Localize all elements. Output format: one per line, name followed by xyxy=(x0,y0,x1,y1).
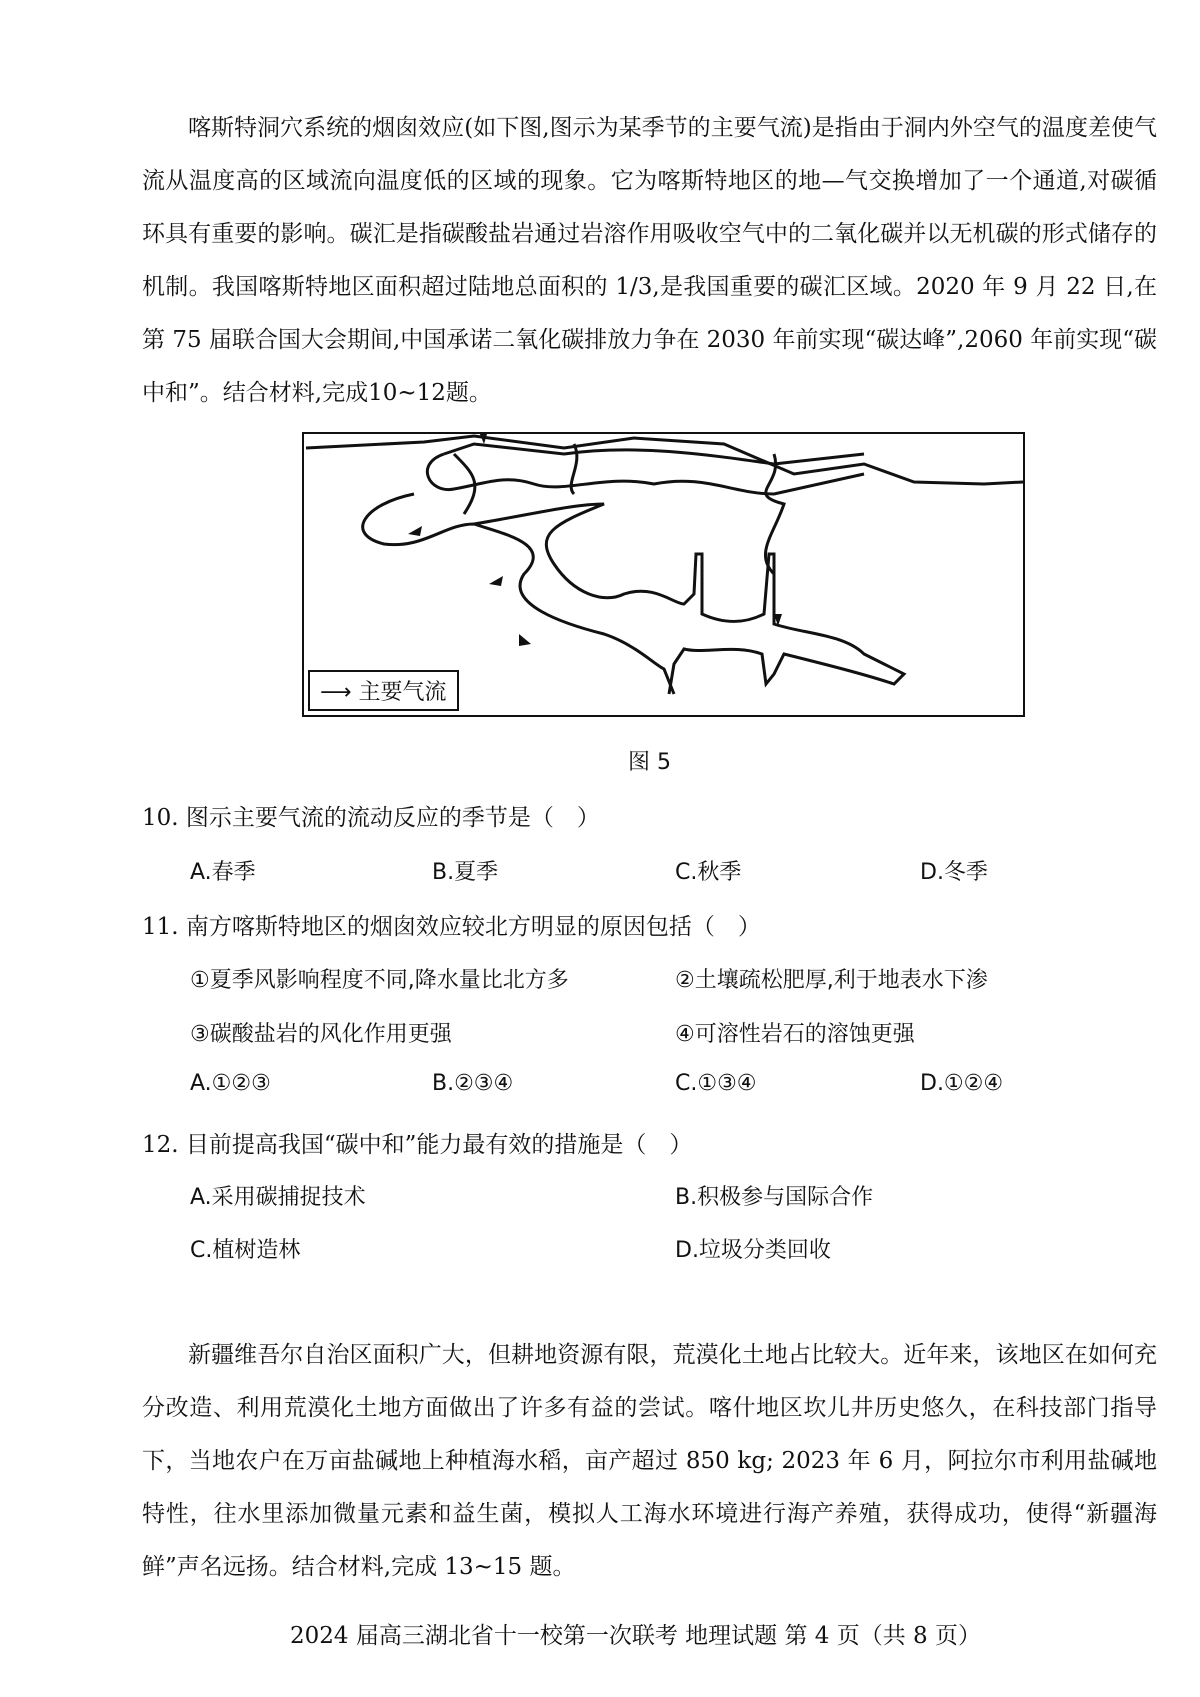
q11-statement-1: ①夏季风影响程度不同,降水量比北方多 xyxy=(190,968,569,993)
question-11-stem: 11. 南方喀斯特地区的烟囱效应较北方明显的原因包括（ ） xyxy=(142,914,761,940)
q11-option-d: D.①②④ xyxy=(920,1071,1004,1096)
airflow-arrow xyxy=(489,576,503,586)
passage-2 xyxy=(142,1329,1157,1594)
airflow-arrow xyxy=(519,634,531,646)
q12-option-a: A.采用碳捕捉技术 xyxy=(190,1185,366,1210)
q11-statement-4: ④可溶性岩石的溶蚀更强 xyxy=(675,1022,915,1047)
cave-airflow-figure xyxy=(302,432,1025,717)
passage-2-text: 新疆维吾尔自治区面积广大，但耕地资源有限，荒漠化土地占比较大。近年来，该地区在如何充分改造、利用荒漠化土地方面做出了许多有益的尝试。喀什地区坎儿井历史悠久，在科技部门指导下，当地农户在万亩盐碱地上种植海水稻，亩产超过 850 kg; 2023 年 6 月，阿拉尔市利用盐碱地特性，往水里添加微量元素和益生菌，模拟人工海水环境进行海产养殖，获得成功，使得“新疆海鲜”声名远扬。结合材料,完成 13~15 题。 xyxy=(142,1342,1157,1580)
question-10-stem: 10. 图示主要气流的流动反应的季节是（ ） xyxy=(142,805,600,831)
figure-caption: 图 5 xyxy=(628,750,671,775)
legend-label: 主要气流 xyxy=(358,680,447,705)
passage-1-text: 喀斯特洞穴系统的烟囱效应(如下图,图示为某季节的主要气流)是指由于洞内外空气的温度差使气流从温度高的区域流向温度低的区域的现象。它为喀斯特地区的地—气交换增加了一个通道,对碳循环具有重要的影响。碳汇是指碳酸盐岩通过岩溶作用吸收空气中的二氧化碳并以无机碳的形式储存的机制。我国喀斯特地区面积超过陆地总面积的 1/3,是我国重要的碳汇区域。2020 年 9 月 22 日,在第 75 届联合国大会期间,中国承诺二氧化碳排放力争在 2030 年前实现“碳达峰”,2060 年前实现“碳中和”。结合材料,完成10~12题。 xyxy=(142,115,1157,406)
q10-option-a: A.春季 xyxy=(190,860,256,885)
q10-option-d: D.冬季 xyxy=(920,860,988,885)
q11-option-a: A.①②③ xyxy=(190,1071,271,1096)
q12-option-c: C.植树造林 xyxy=(190,1238,301,1263)
figure-legend xyxy=(308,670,459,711)
page-footer: 2024 届高三湖北省十一校第一次联考 地理试题 第 4 页（共 8 页） xyxy=(290,1623,981,1649)
passage-1 xyxy=(142,102,1157,420)
q12-option-b: B.积极参与国际合作 xyxy=(675,1185,874,1210)
arrow-icon: ⟶ xyxy=(320,680,359,705)
q12-option-d: D.垃圾分类回收 xyxy=(675,1238,831,1263)
ground-surface xyxy=(306,436,1023,484)
q10-option-b: B.夏季 xyxy=(432,860,499,885)
q11-option-b: B.②③④ xyxy=(432,1071,514,1096)
q11-option-c: C.①③④ xyxy=(675,1071,757,1096)
question-12-stem: 12. 目前提高我国“碳中和”能力最有效的措施是（ ） xyxy=(142,1132,693,1158)
q11-statement-3: ③碳酸盐岩的风化作用更强 xyxy=(190,1022,452,1047)
q11-statement-2: ②土壤疏松肥厚,利于地表水下渗 xyxy=(675,968,988,993)
airflow-arrow xyxy=(408,526,422,536)
q10-option-c: C.秋季 xyxy=(675,860,742,885)
